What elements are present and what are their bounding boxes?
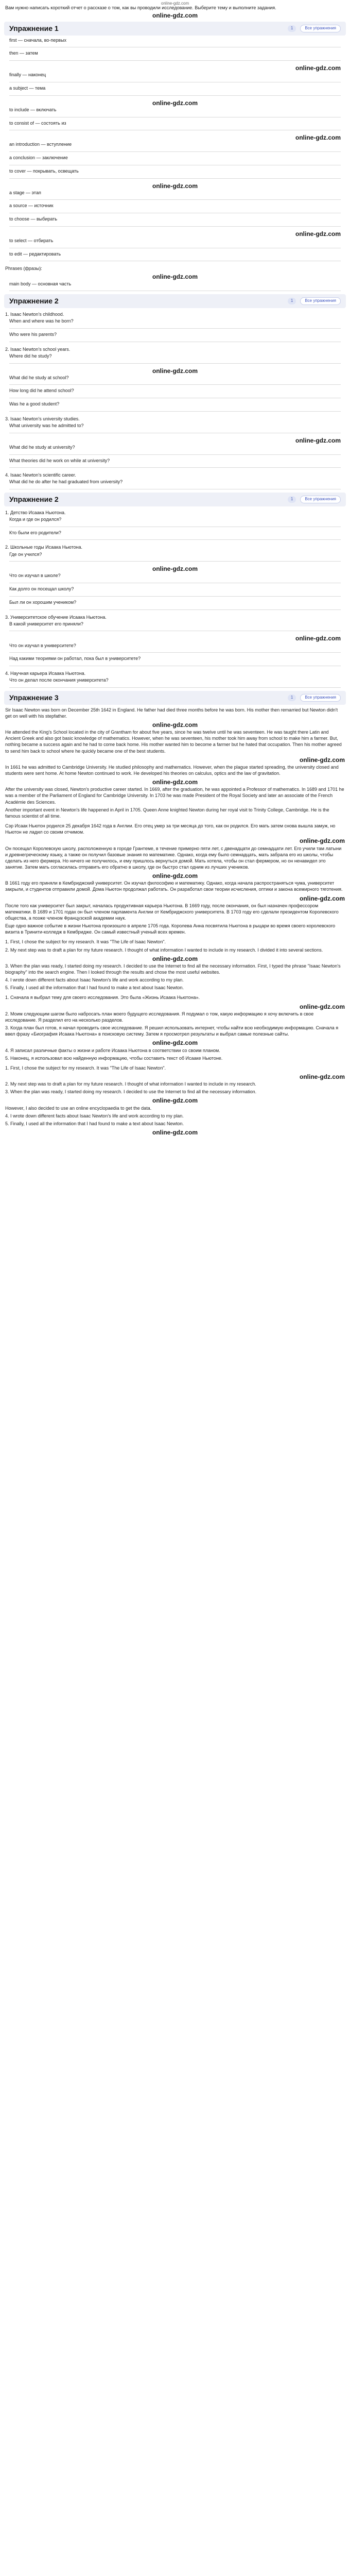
exercise-2b-title: Упражнение 2 [9,495,59,504]
exercise-3-header [4,691,346,705]
section-title: 2. Школьные годы Исаака Ньютона. [5,545,82,550]
watermark: online-gdz.com [152,565,198,573]
watermark: online-gdz.com [152,99,198,107]
paragraph: 1. Сначала я выбрал тему для своего исследования. Это была «Жизнь Исаака Ньютона». [5,995,200,1001]
paragraph: Он посещал Королевскую школу, расположенную в городе Грантеме, в течение примерно пяти лет, с двенадцати до семнадцати лет. Его учили там латыни и древнегреческому языку, а также он получил базовые знания по математике. Однако, когда ему было семнадцать, мать забрала его из школы, чтобы сделать из него фермера. Но ничего не получилось, и ему пришлось вернуться домой. Мать хотела, чтобы он стал фермером, но он ненавидел это занятие. Затем мать согласилась отправить его обратно в школу, где он быстро стал одним из лучших учеников. [5,845,342,870]
watermark: online-gdz.com [295,230,341,238]
paragraph: 3. Когда план был готов, я начал проводить свое исследование. Я решил использовать интернет, чтобы найти всю необходимую информацию. Сначала я ввел фразу «Биография Исаака Ньютона» в поисковую систему. Затем я просмотрел результаты и выбрал самые полезные сайты. [5,1025,339,1037]
all-exercises-link-3[interactable]: Все упражнения [300,694,341,702]
paragraph: 4. I wrote down different facts about Isaac Newton's life and work according to my plan. [5,1113,184,1118]
watermark: online-gdz.com [152,273,198,281]
paragraph: 4. I wrote down different facts about Isaac Newton's life and work according to my plan. [5,977,184,983]
question: When and where was he born? [9,318,74,324]
list-item: an introduction — вступление [9,142,72,147]
paragraph: Sir Isaac Newton was born on December 25th 1642 in England. He father had died three months before he was born. His mother then remarried but Newton didn't get on well with his stepfather. [5,707,338,719]
paragraph: In 1661 he was admitted to Cambridge University. He studied philosophy and mathematics. However, when the plague started spreading, the university closed and students were sent home. At home Newton continued to work. He developed his theories on calculus, optics and the law of gravitation. [5,764,339,776]
section-title: 4. Научная карьера Исаака Ньютона. [5,670,86,676]
section-title: 1. Isaac Newton's childhood. [5,312,64,317]
question: Who were his parents? [9,332,57,337]
paragraph: 3. When the plan was ready, I started doing my research. I decided to use the Internet to find all the necessary information. First, I typed the phrase "Isaac Newton's biography" into the search engine. Then I looked through the results and chose the most useful websites. [5,963,341,975]
exercise-3-badge: 1 [288,694,296,701]
section-title: 3. Isaac Newton's university studies. [5,416,80,421]
paragraph: 5. Наконец, я использовал всю найденную информацию, чтобы составить текст об Исааке Ньютоне. [5,1055,223,1061]
watermark: online-gdz.com [300,1003,345,1010]
question: Что он делал после окончания университета? [9,677,109,683]
watermark: online-gdz.com [300,837,345,845]
paragraph: Еще одно важное событие в жизни Ньютона произошло в апреле 1705 года. Королева Анна посвятила Ньютона в рыцари во время своего королевского визита в Тринити-колледж в Кембридже. Он самый известный ученый всех времен. [5,923,336,935]
essay-english [0,707,350,819]
steps-english [0,939,350,991]
paragraph: However, I also decided to use an online encyclopaedia to get the data. [5,1105,152,1111]
list-item: to select — отбирать [9,238,54,243]
all-exercises-link-2[interactable]: Все упражнения [300,297,341,305]
question: What did he do after he had graduated from university? [9,479,123,485]
paragraph: 1. First, I chose the subject for my research. It was "The Life of Isaac Newton". [5,939,166,945]
watermark: online-gdz.com [152,1039,198,1047]
list-item: a conclusion — заключение [9,155,68,161]
question: Что он изучал в университете? [9,642,76,648]
question: How long did he attend school? [9,388,74,394]
paragraph: Another important event in Newton's life happened in April in 1705. Queen Anne knighted Newton during her royal visit to Trinity College, Cambridge. He is the famous scientist of all time. [5,807,329,819]
list-item: main body — основная часть [9,281,72,286]
list-item: to cover — покрывать, освещать [9,168,79,174]
question: Что он изучал в школе? [9,573,61,579]
paragraph: 2. My next step was to draft a plan for my future research. I thought of what information I wanted to include in my research. [5,1081,256,1087]
question: Where did he study? [9,353,52,359]
paragraph: 3. When the plan was ready, I started doing my research. I decided to use the Internet to find all the necessary information. [5,1089,257,1095]
list-item: to choose — выбирать [9,216,58,222]
phrases-label: Phrases (фразы): [5,266,42,272]
intro-text: Вам нужно написать короткий отчет о рассказе о том, как вы проводили исследование. Выберите тему и выполните задания. [5,5,276,10]
steps-russian [0,994,350,1061]
paragraph: He attended the King's School located in the city of Grantham for about five years, since he was twelve until he was seventeen. He was taught there Latin and Ancient Greek and also got basic knowledge of mathematics. However, when he was seventeen, his mother took him away from school to make him a farmer. But, nothing became a success again and he had to come back home. His mother wanted him to become a farmer but he hated that occupation. Then his mother agreed to send him back to school where he quickly became one of the best students. [5,730,342,754]
question: Когда и где он родился? [9,517,62,522]
paragraph: 1. First, I chose the subject for my research. It was "The Life of Isaac Newton". [5,1065,166,1071]
paragraph: В 1661 году его приняли в Кембриджский университет. Он изучал философию и математику. Однако, когда начала распространяться чума, университет закрыли, и студентов отправили домой. Дома Ньютон продолжал работать. Он разработал свои теории исчисления, оптики и закона всемирного тяготения. [5,880,343,892]
question: Кто были его родители? [9,530,61,535]
exercise-2-title: Упражнение 2 [9,297,59,306]
steps-english-tail [0,1065,350,1137]
exercise-1-header [4,22,346,36]
essay-russian [0,823,350,935]
paragraph: 2. Моим следующим шагом было набросать план моего будущего исследования. Я подумал о том, какую информацию я хочу включить в свое исследование. Я разделил его на несколько разделов. [5,1011,314,1023]
site-watermark-top: online-gdz.com [161,1,189,6]
question: В какой университет его приняли? [9,621,83,626]
exercise-2b-badge: 1 [288,496,296,503]
section-title: 1. Детство Исаака Ньютона. [5,510,66,515]
watermark: online-gdz.com [152,778,198,786]
paragraph: 2. My next step was to draft a plan for my future research. I thought of what information I wanted to include in my research. I divided it into several sections. [5,947,323,953]
paragraph: 4. Я записал различные факты о жизни и работе Исаака Ньютона в соответствии со своим планом. [5,1047,220,1053]
question: Над какими теориями он работал, пока был в университете? [9,656,141,662]
exercise-1-badge: 1 [288,25,296,32]
paragraph: 5. Finally, I used all the information that I had found to make a text about Isaac Newton. [5,1121,184,1126]
section-title: 4. Isaac Newton's scientific career. [5,472,76,478]
list-item: to include — включать [9,107,57,112]
list-item: finally — наконец [9,72,46,78]
list-item: to consist of — состоять из [9,120,66,126]
watermark: online-gdz.com [152,1097,198,1105]
paragraph: После того как университет был закрыт, началась продуктивная карьера Ньютона. В 1669 году, после окончания, он был назначен профессором математики. В 1689 и 1701 годах он был членом парламента Англии от Кембриджского университета. В 1703 году его сделали президентом Королевского общества, а позже членом Французской академии наук. [5,903,339,921]
question: What university was he admitted to? [9,422,84,428]
exercise-2-badge: 1 [288,298,296,304]
question: What theories did he work on while at university? [9,457,110,463]
question: What did he study at school? [9,375,69,380]
section-title: 2. Isaac Newton's school years. [5,346,71,352]
question: Как долго он посещал школу? [9,586,74,592]
paragraph: After the university was closed, Newton's productive career started. In 1669, after the graduation, he was appointed a Professor of mathematics. In 1689 and 1701 he was a member of the Parliament of England for Cambridge University. In 1703 he was made President of the Royal Society and later an associate of the French Académie des Sciences. [5,787,344,805]
list-item: first — сначала, во-первых [9,37,67,43]
list-item: a stage — этап [9,190,41,195]
exercise-3-title: Упражнение 3 [9,693,59,702]
watermark: online-gdz.com [152,367,198,375]
watermark: online-gdz.com [295,635,341,642]
watermark: online-gdz.com [295,436,341,444]
exercise-1-title: Упражнение 1 [9,24,59,32]
watermark: online-gdz.com [152,182,198,190]
question: Был ли он хорошим учеником? [9,599,77,605]
watermark: online-gdz.com [152,872,198,880]
watermark: online-gdz.com [300,1073,345,1080]
list-item: to edit — редактировать [9,251,61,257]
paragraph: Сэр Исаак Ньютон родился 25 декабря 1642 года в Англии. Его отец умер за три месяца до того, как он родился. Его мать затем снова вышла замуж, но Ньютон не ладил со своим отчимом. [5,823,336,835]
watermark: online-gdz.com [152,721,198,728]
watermark: online-gdz.com [152,955,198,962]
watermark: online-gdz.com [295,64,341,72]
paragraph: 5. Finally, I used all the information that I had found to make a text about Isaac Newton. [5,985,184,991]
exercise-2b-header [4,493,346,506]
watermark: online-gdz.com [295,134,341,142]
question: Где он учился? [9,551,42,557]
exercise-2-header [4,294,346,308]
list-item: a source — источник [9,203,54,209]
list-item: then — затем [9,50,38,56]
watermark: online-gdz.com [152,11,198,19]
all-exercises-link-1[interactable]: Все упражнения [300,25,341,32]
question: Was he a good student? [9,401,60,407]
section-title: 3. Университетское обучение Исаака Ньютона. [5,614,107,620]
watermark: online-gdz.com [300,756,345,764]
watermark: online-gdz.com [152,1129,198,1137]
list-item: a subject — тема [9,86,46,91]
question: What did he study at university? [9,444,75,450]
watermark: online-gdz.com [300,894,345,902]
exercise-1-list [0,38,350,262]
all-exercises-link-2b[interactable]: Все упражнения [300,496,341,503]
